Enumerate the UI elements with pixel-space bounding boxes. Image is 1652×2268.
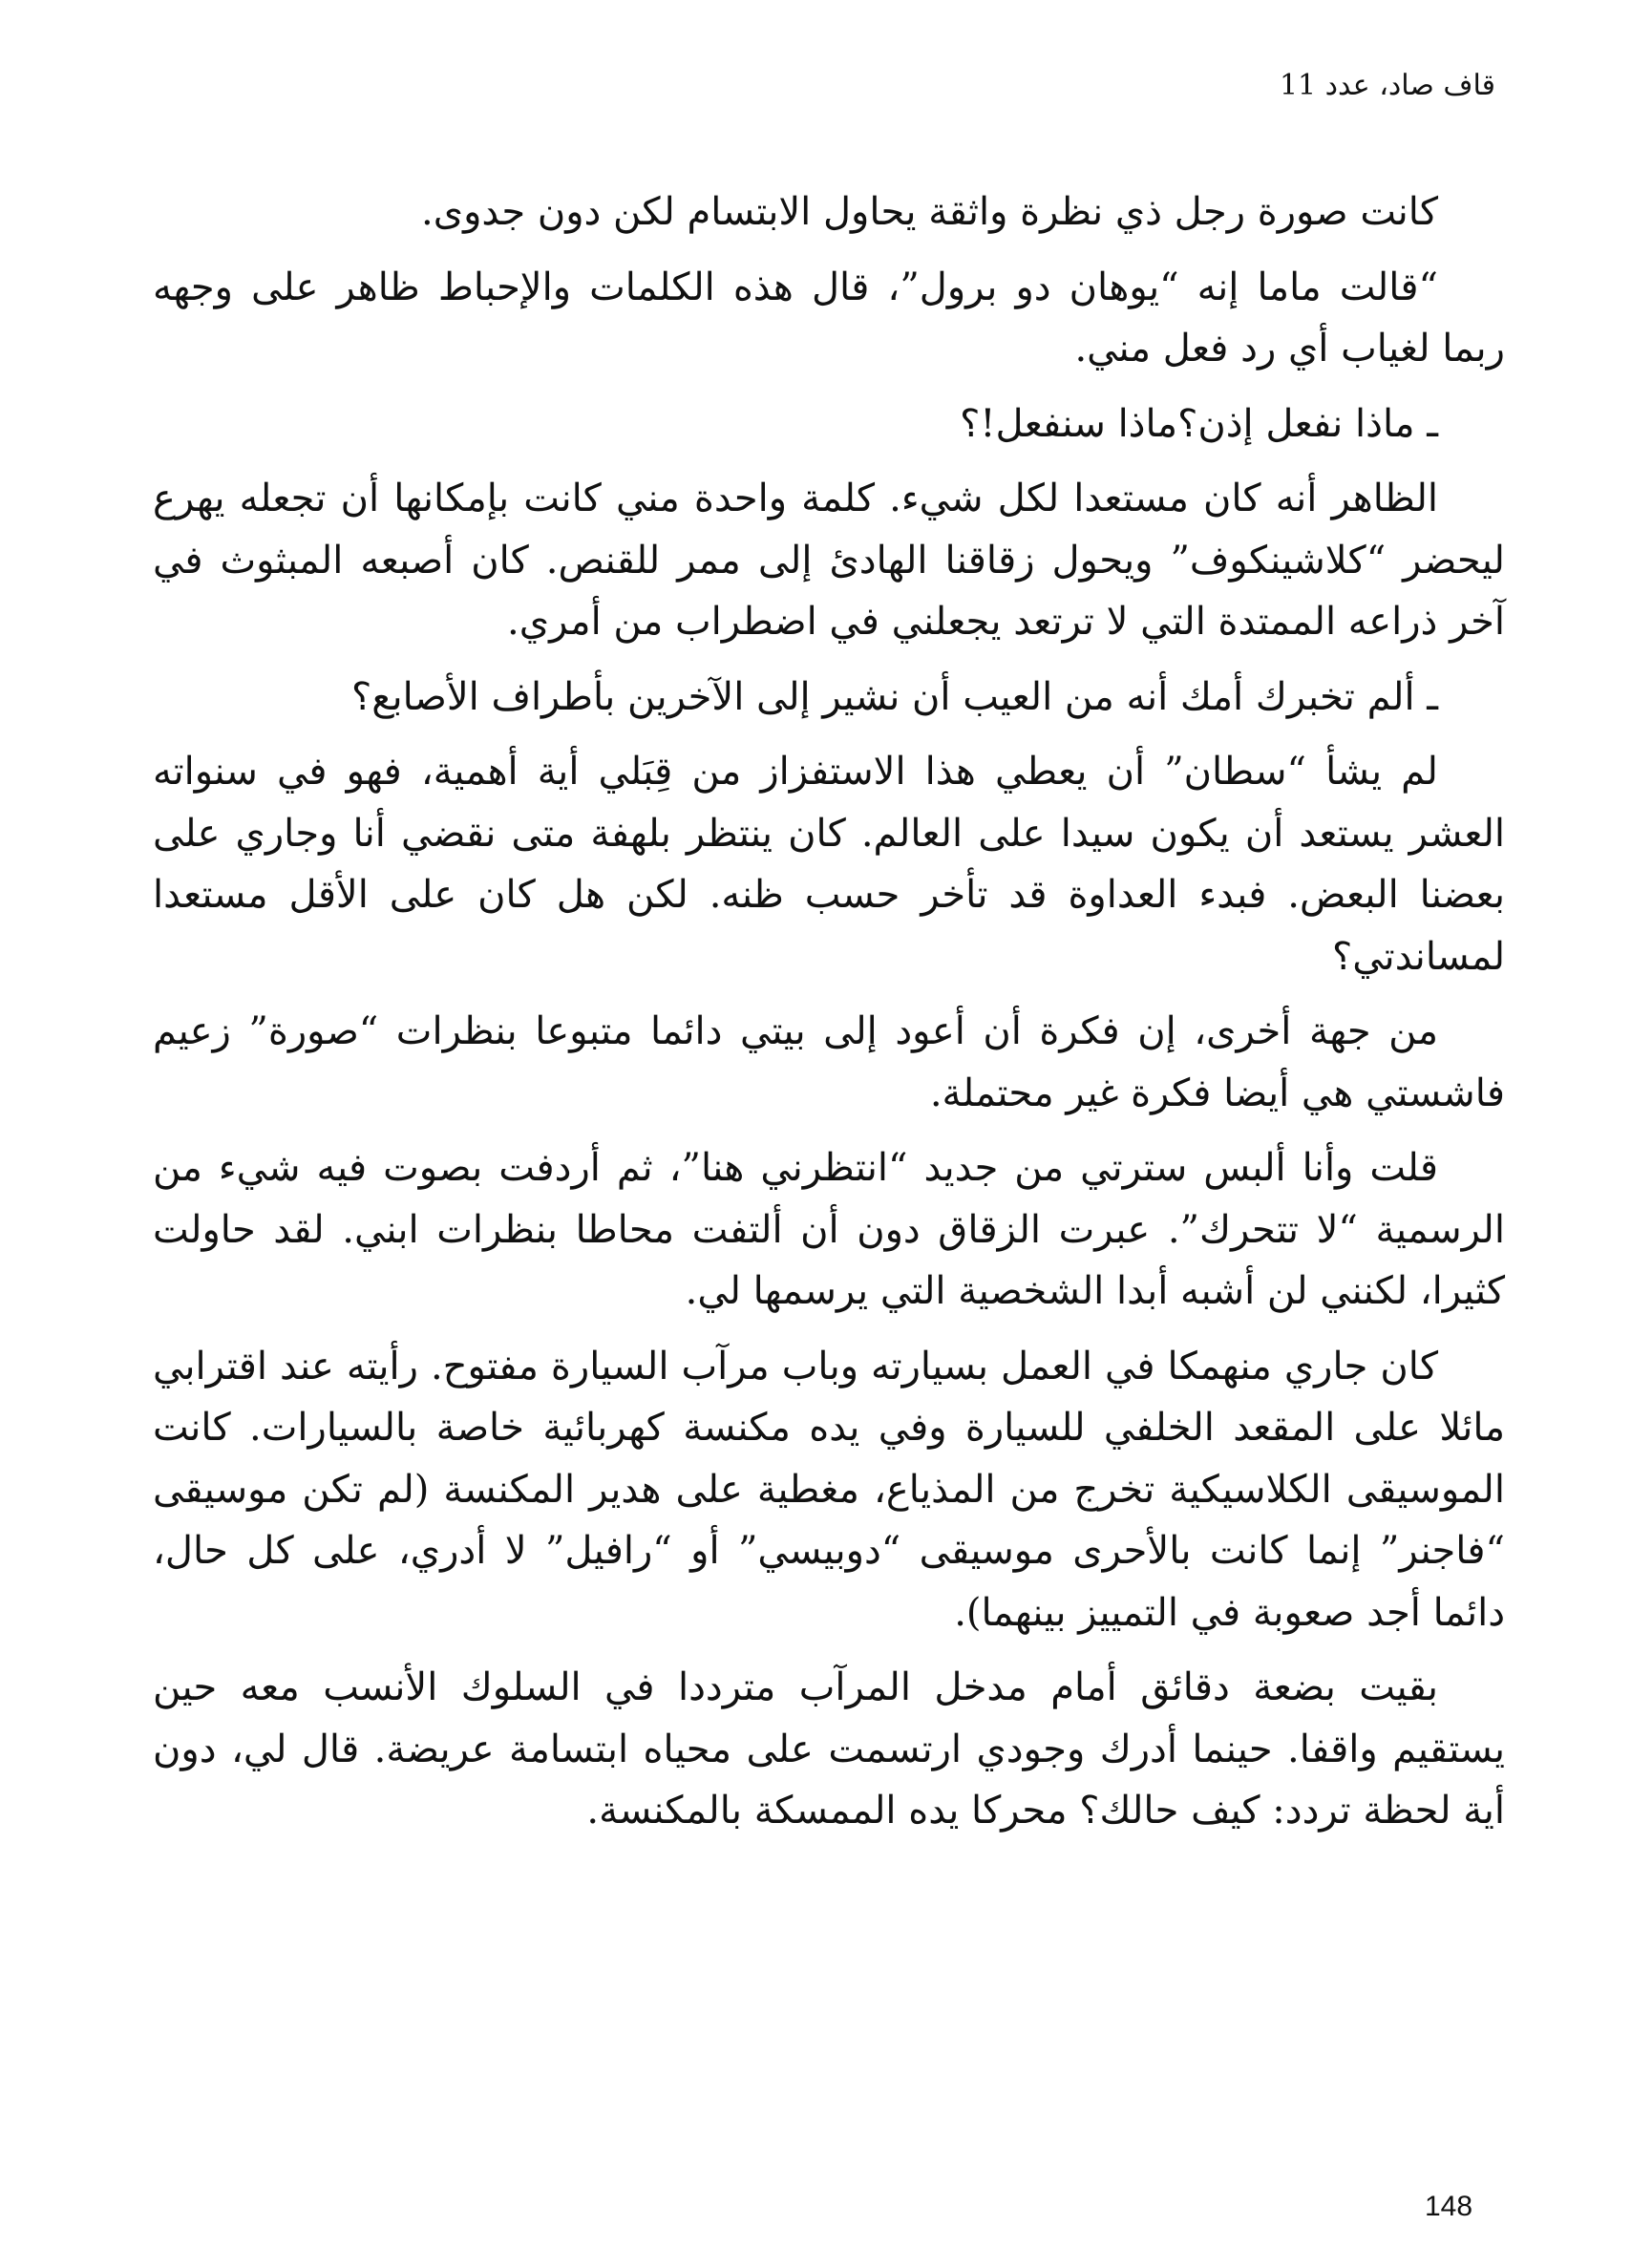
paragraph: “قالت ماما إنه “يوهان دو برول”، قال هذه الكلمات والإحباط ظاهر على وجهه ربما لغياب أي رد فعل مني.: [153, 265, 1505, 371]
running-header: قاف صاد، عدد 11: [1279, 69, 1495, 102]
paragraph: لم يشأ “سطان” أن يعطي هذا الاستفزاز من قِبَلي أية أهمية، فهو في سنواته العشر يستعد أن يكون سيدا على العالم. كان ينتظر بلهفة متى نقضي أنا وجاري على بعضنا البعض. فبدء العداوة قد تأخر حسب ظنه. لكن هل كان على الأقل مستعدا لمساندتي؟: [153, 750, 1505, 979]
body-text: [153, 181, 1505, 1855]
paragraph: قلت وأنا ألبس سترتي من جديد “انتظرني هنا”، ثم أردفت بصوت فيه شيء من الرسمية “لا تتحرك”. عبرت الزقاق دون أن ألتفت محاطا بنظرات ابني. لقد حاولت كثيرا، لكنني لن أشبه أبدا الشخصية التي يرسمها لي.: [153, 1146, 1505, 1313]
dialogue-line: ـ ألم تخبرك أمك أنه من العيب أن نشير إلى الآخرين بأطراف الأصابع؟: [351, 674, 1438, 719]
paragraph: كان جاري منهمكا في العمل بسيارته وباب مرآب السيارة مفتوح. رأيته عند اقترابي مائلا على المقعد الخلفي للسيارة وفي يده مكنسة كهربائية خاصة بالسيارات. كانت الموسيقى الكلاسيكية تخرج من المذياع، مغطية على هدير المكنسة (لم تكن موسيقى “فاجنر” إنما كانت بالأحرى موسيقى “دوبيسي” أو “رافيل” لا أدري، على كل حال، دائما أجد صعوبة في التمييز بينهما).: [153, 1344, 1505, 1635]
paragraph: كانت صورة رجل ذي نظرة واثقة يحاول الابتسام لكن دون جدوى.: [421, 190, 1438, 234]
page-number: 148: [1425, 2191, 1473, 2222]
dialogue-line: ـ ماذا نفعل إذن؟ماذا سنفعل!؟: [960, 401, 1438, 446]
paragraph: الظاهر أنه كان مستعدا لكل شيء. كلمة واحدة مني كانت بإمكانها أن تجعله يهرع ليحضر “كلاشينكوف” ويحول زقاقنا الهادئ إلى ممر للقنص. كان أصبعه المبثوث في آخر ذراعه الممتدة التي لا ترتعد يجعلني في اضطراب من أمري.: [153, 477, 1505, 644]
paragraph: بقيت بضعة دقائق أمام مدخل المرآب مترددا في السلوك الأنسب معه حين يستقيم واقفا. حينما أدرك وجودي ارتسمت على محياه ابتسامة عريضة. قال لي، دون أية لحظة تردد: كيف حالك؟ محركا يده الممسكة بالمكنسة.: [153, 1665, 1505, 1833]
paragraph: من جهة أخرى، إن فكرة أن أعود إلى بيتي دائما متبوعا بنظرات “صورة” زعيم فاشستي هي أيضا فكرة غير محتملة.: [153, 1009, 1505, 1115]
